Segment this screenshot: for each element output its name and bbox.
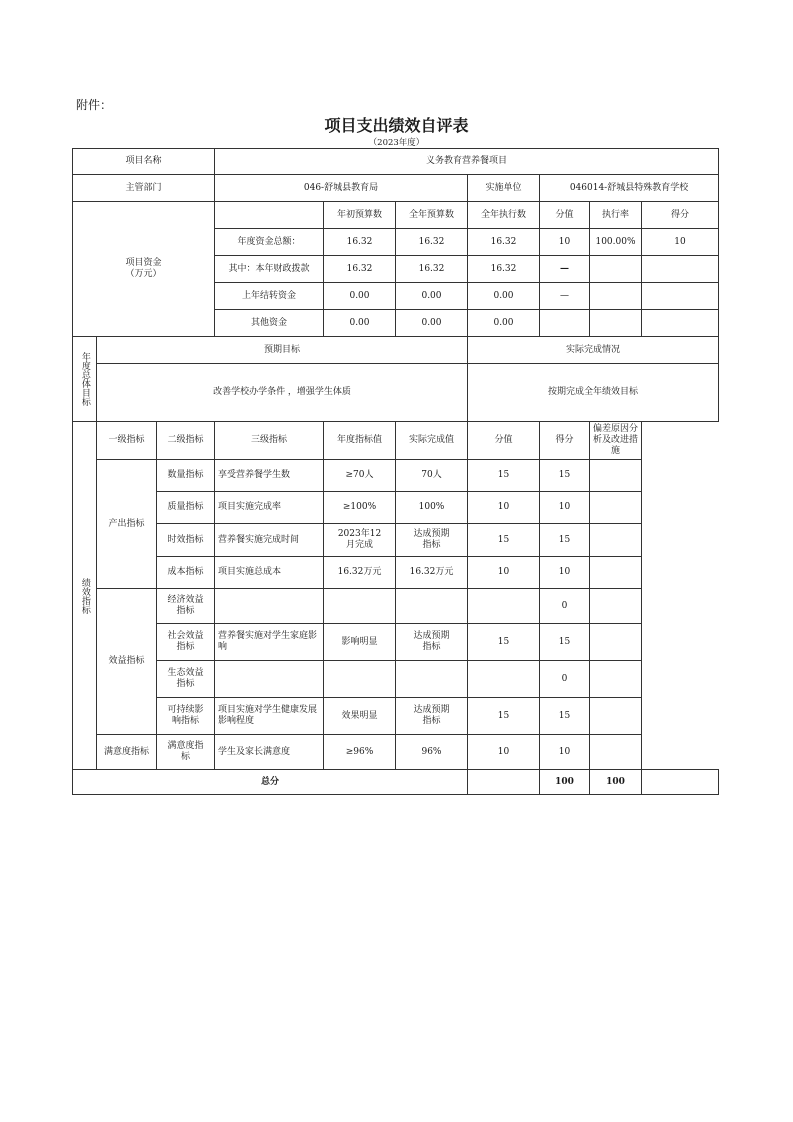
deviation-note <box>590 624 642 661</box>
expected-goal-label: 预期目标 <box>97 337 468 364</box>
funds-cell: — <box>540 283 590 310</box>
level3-indicator: 营养餐实施对学生家庭影响 <box>215 624 324 661</box>
score-value: 15 <box>468 698 540 735</box>
level3-indicator: 学生及家长满意度 <box>215 735 324 770</box>
deviation-note <box>590 589 642 624</box>
actual-value: 96% <box>396 735 468 770</box>
deviation-note <box>590 524 642 557</box>
deviation-note <box>590 492 642 524</box>
indicator-header: 二级指标 <box>157 422 215 460</box>
funds-cell: 0.00 <box>396 310 468 337</box>
goals-side-label: 年度总体目标 <box>73 337 97 422</box>
actual-value: 达成预期指标 <box>396 624 468 661</box>
deviation-note <box>590 698 642 735</box>
total-label: 总分 <box>73 770 468 795</box>
funds-label: 项目资金 （万元） <box>73 202 215 337</box>
score-value: 10 <box>468 735 540 770</box>
funds-header: 年初预算数 <box>324 202 396 229</box>
indicator-header: 一级指标 <box>97 422 157 460</box>
level3-indicator: 项目实施对学生健康发展影响程度 <box>215 698 324 735</box>
actual-value: 达成预期指标 <box>396 698 468 735</box>
funds-cell <box>540 310 590 337</box>
got-value: 0 <box>540 589 590 624</box>
score-value: 15 <box>468 624 540 661</box>
total-note <box>642 770 719 795</box>
funds-header: 得分 <box>642 202 719 229</box>
score-value: 15 <box>468 524 540 557</box>
got-value: 15 <box>540 524 590 557</box>
score-value <box>468 589 540 624</box>
year-label: （2023年度） <box>368 138 425 148</box>
funds-cell: 10 <box>540 229 590 256</box>
deviation-note <box>590 735 642 770</box>
got-value: 10 <box>540 557 590 589</box>
target-value <box>324 589 396 624</box>
level2-indicator: 数量指标 <box>157 460 215 492</box>
actual-value <box>396 661 468 698</box>
dept-value: 046-舒城县教育局 <box>215 175 468 202</box>
level3-indicator <box>215 589 324 624</box>
score-value: 15 <box>468 460 540 492</box>
funds-header: 执行率 <box>590 202 642 229</box>
got-value: 10 <box>540 735 590 770</box>
funds-header: 全年执行数 <box>468 202 540 229</box>
got-value: 15 <box>540 460 590 492</box>
got-value: 10 <box>540 492 590 524</box>
total-score: 100 <box>540 770 590 795</box>
actual-value: 70人 <box>396 460 468 492</box>
funds-cell: 16.32 <box>396 229 468 256</box>
indicator-header: 偏差原因分析及改进措施 <box>590 422 642 460</box>
funds-cell: 16.32 <box>468 229 540 256</box>
target-value: 2023年12月完成 <box>324 524 396 557</box>
got-value: 15 <box>540 624 590 661</box>
level2-indicator: 社会效益指标 <box>157 624 215 661</box>
level3-indicator: 项目实施总成本 <box>215 557 324 589</box>
funds-cell: 16.32 <box>324 256 396 283</box>
attachment-label: 附件： <box>76 98 113 112</box>
project-name-label: 项目名称 <box>73 149 215 175</box>
unit-label: 实施单位 <box>468 175 540 202</box>
actual-status-label: 实际完成情况 <box>468 337 719 364</box>
funds-row-label: 年度资金总额： <box>215 229 324 256</box>
indicator-header: 得分 <box>540 422 590 460</box>
funds-cell: 10 <box>642 229 719 256</box>
score-value: 10 <box>468 557 540 589</box>
funds-cell: 0.00 <box>396 283 468 310</box>
funds-cell: 16.32 <box>324 229 396 256</box>
level1-indicator: 满意度指标 <box>97 735 157 770</box>
funds-cell: 16.32 <box>468 256 540 283</box>
indicator-header: 实际完成值 <box>396 422 468 460</box>
got-value: 0 <box>540 661 590 698</box>
level1-indicator: 产出指标 <box>97 460 157 589</box>
funds-cell <box>642 256 719 283</box>
target-value <box>324 661 396 698</box>
actual-status: 按期完成全年绩效目标 <box>468 364 719 422</box>
indicator-header: 分值 <box>468 422 540 460</box>
funds-cell: 100.00% <box>590 229 642 256</box>
funds-cell: 0.00 <box>468 310 540 337</box>
deviation-note <box>590 557 642 589</box>
indicator-header: 三级指标 <box>215 422 324 460</box>
level3-indicator <box>215 661 324 698</box>
level2-indicator: 质量指标 <box>157 492 215 524</box>
deviation-note <box>590 460 642 492</box>
target-value: 16.32万元 <box>324 557 396 589</box>
funds-cell <box>590 310 642 337</box>
funds-cell: — <box>540 256 590 283</box>
funds-cell <box>590 283 642 310</box>
expected-goal: 改善学校办学条件 ，增强学生体质 <box>97 364 468 422</box>
funds-row-label: 其他资金 <box>215 310 324 337</box>
actual-value: 100% <box>396 492 468 524</box>
score-value <box>468 661 540 698</box>
deviation-note <box>590 661 642 698</box>
level2-indicator: 生态效益指标 <box>157 661 215 698</box>
actual-value: 达成预期指标 <box>396 524 468 557</box>
level3-indicator: 营养餐实施完成时间 <box>215 524 324 557</box>
got-value: 15 <box>540 698 590 735</box>
funds-row-label: 上年结转资金 <box>215 283 324 310</box>
funds-cell <box>642 310 719 337</box>
funds-cell: 0.00 <box>324 283 396 310</box>
funds-cell: 16.32 <box>396 256 468 283</box>
indicators-side-label: 绩效指标 <box>73 422 97 770</box>
level2-indicator: 满意度指标 <box>157 735 215 770</box>
level3-indicator: 享受营养餐学生数 <box>215 460 324 492</box>
total-got: 100 <box>590 770 642 795</box>
evaluation-table <box>72 148 719 795</box>
level3-indicator: 项目实施完成率 <box>215 492 324 524</box>
funds-header-blank <box>215 202 324 229</box>
funds-header: 分值 <box>540 202 590 229</box>
actual-value <box>396 589 468 624</box>
level2-indicator: 可持续影响指标 <box>157 698 215 735</box>
actual-value: 16.32万元 <box>396 557 468 589</box>
funds-cell: 0.00 <box>468 283 540 310</box>
target-value: ≥96% <box>324 735 396 770</box>
page-title: 项目支出绩效自评表 <box>324 116 469 135</box>
level1-indicator: 效益指标 <box>97 589 157 735</box>
total-blank <box>468 770 540 795</box>
target-value: ≥100% <box>324 492 396 524</box>
unit-value: 046014-舒城县特殊教育学校 <box>540 175 719 202</box>
target-value: 效果明显 <box>324 698 396 735</box>
target-value: ≥70人 <box>324 460 396 492</box>
funds-cell <box>590 256 642 283</box>
project-name: 义务教育营养餐项目 <box>215 149 719 175</box>
funds-row-label: 其中：本年财政拨款 <box>215 256 324 283</box>
funds-cell: 0.00 <box>324 310 396 337</box>
target-value: 影响明显 <box>324 624 396 661</box>
funds-header: 全年预算数 <box>396 202 468 229</box>
funds-cell <box>642 283 719 310</box>
level2-indicator: 时效指标 <box>157 524 215 557</box>
level2-indicator: 经济效益指标 <box>157 589 215 624</box>
indicator-header: 年度指标值 <box>324 422 396 460</box>
dept-label: 主管部门 <box>73 175 215 202</box>
score-value: 10 <box>468 492 540 524</box>
level2-indicator: 成本指标 <box>157 557 215 589</box>
